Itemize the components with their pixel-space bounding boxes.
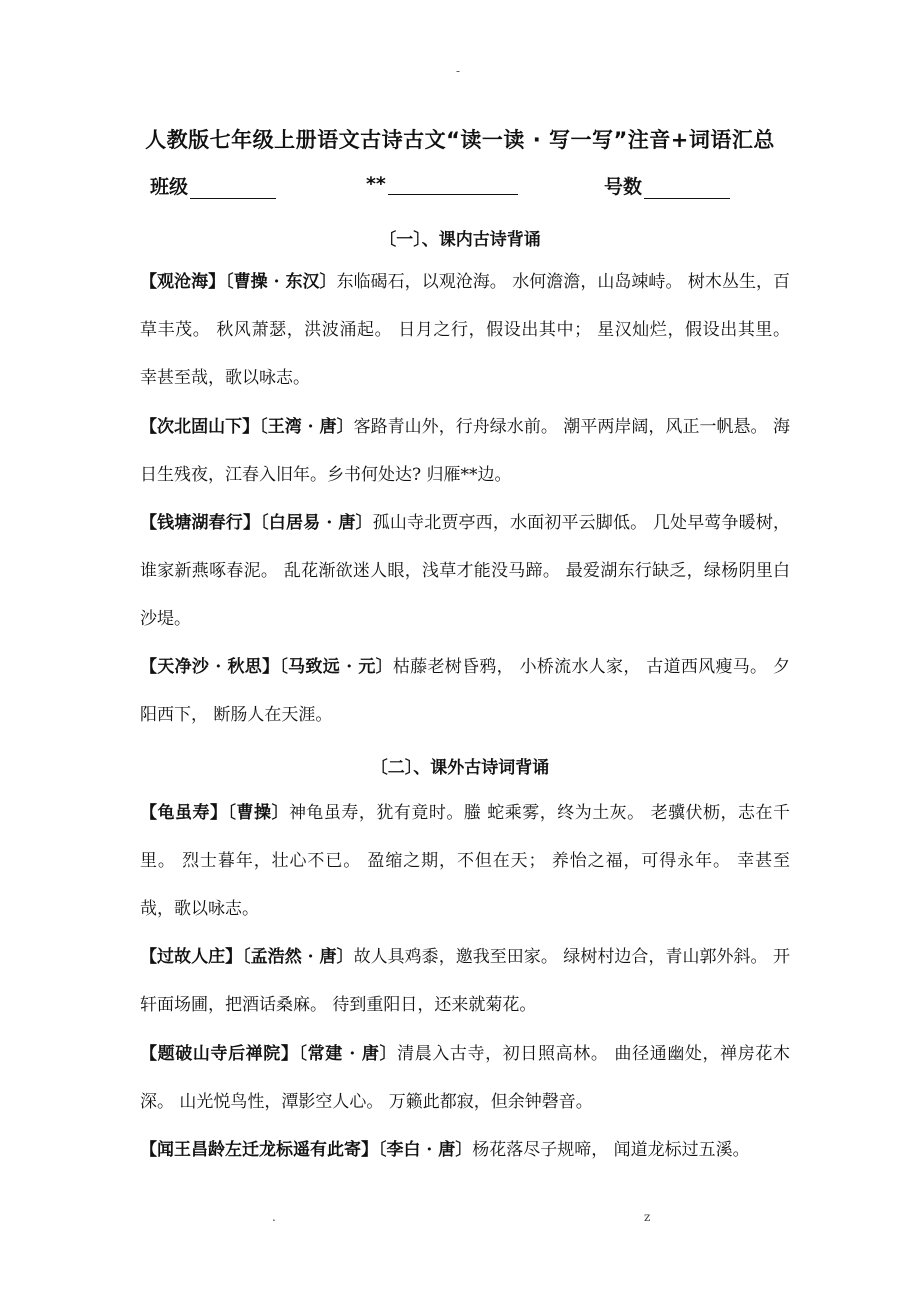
footer-mark-right: z — [644, 1210, 651, 1224]
number-blank — [644, 176, 730, 199]
poem-title: 【龟虽寿】 — [140, 803, 228, 823]
footer-mark-left: . — [272, 1210, 276, 1224]
section-heading-in-class: 〔一〕、课内古诗背诵 — [379, 230, 541, 250]
poem-text: 清晨入古寺，初日照高林。 曲径通幽处，禅房花木深。 山光悦鸟性，潭影空人心。 万籁此都寂，但余钟磬音。 — [140, 1044, 791, 1112]
poem-guan-cang-hai — [140, 258, 790, 402]
poem-author: 〔马致远 · 元〕 — [279, 657, 393, 677]
poem-guo-gu-ren-zhuang — [140, 933, 790, 1029]
poem-title: 【过故人庄】 — [140, 947, 243, 967]
header-mark: - — [456, 64, 461, 78]
poem-author: 〔常建 · 唐〕 — [298, 1044, 398, 1064]
poem-text: 东临碣石，以观沧海。 水何澹澹，山岛竦峙。 树木丛生，百草丰茂。 秋风萧瑟，洪波涌起。 日月之行，假设出其中； 星汉灿烂，假设出其里。 幸甚至哉，歌以咏志。 — [140, 272, 791, 388]
poem-title: 【天净沙 · 秋思】 — [140, 657, 280, 677]
poem-text: 客路青山外，行舟绿水前。 潮平两岸阔，风正一帆悬。 海日生残夜，江春入旧年。乡书何处达? 归雁**边。 — [140, 417, 790, 485]
class-blank — [190, 176, 276, 199]
class-label: 班级 — [150, 176, 189, 198]
poem-text: 故人具鸡黍，邀我至田家。 绿树村边合，青山郭外斜。 开轩面场圃，把酒话桑麻。 待到重阳日，还来就菊花。 — [140, 947, 790, 1015]
poem-author: 〔曹操 · 东汉〕 — [225, 272, 337, 292]
poem-text: 枯藤老树昏鸦， 小桥流水人家， 古道西风瘦马。 夕阳西下， 断肠人在天涯。 — [140, 657, 790, 725]
poem-wen-wang-chang-ling — [140, 1126, 800, 1174]
name-label: ** — [366, 173, 386, 195]
poem-text: 神龟虽寿，犹有竟时。螣 蛇乘雾，终为土灰。 老骥伏枥，志在千里。 烈士暮年，壮心不已。 盈缩之期，不但在天； 养怡之福，可得永年。 幸甚至哉，歌以咏志。 — [140, 803, 791, 919]
poem-title: 【题破山寺后禅院】 — [140, 1044, 299, 1064]
number-field — [604, 172, 730, 199]
document-title: 人教版七年级上册语文古诗古文“读一读 · 写一写”注音+词语汇总 — [145, 128, 775, 152]
poem-title: 【次北固山下】 — [140, 417, 260, 437]
poem-author: 〔孟浩然 · 唐〕 — [242, 947, 354, 967]
poem-ti-po-shan-si — [140, 1030, 790, 1126]
section-heading-extracurricular: 〔二〕、课外古诗词背诵 — [370, 758, 550, 778]
poem-ci-bei-gu-shan-xia — [140, 403, 790, 499]
name-field — [366, 172, 518, 195]
poem-author: 〔王湾 · 唐〕 — [259, 417, 354, 437]
poem-qian-tang-hu-chun-xing — [140, 499, 790, 643]
name-blank — [388, 172, 518, 195]
poem-tian-jing-sha — [140, 643, 790, 739]
poem-text: 杨花落尽子规啼， 闻道龙标过五溪。 — [472, 1140, 750, 1160]
poem-gui-sui-shou — [140, 789, 790, 933]
poem-author: 〔白居易 · 唐〕 — [260, 513, 373, 533]
number-label: 号数 — [604, 176, 643, 198]
poem-title: 【观沧海】 — [140, 272, 226, 292]
student-info-row — [0, 172, 920, 202]
poem-title: 【钱塘湖春行】 — [140, 513, 261, 533]
class-field — [150, 172, 276, 199]
poem-title: 【闻王昌龄左迁龙标遥有此寄】 — [140, 1140, 378, 1160]
poem-author: 〔曹操〕 — [227, 803, 289, 823]
poem-text: 孤山寺北贾亭西，水面初平云脚低。 几处早莺争暖树，谁家新燕啄春泥。 乱花渐欲迷人眼，浅草才能没马蹄。 最爱湖东行缺乏，绿杨阴里白沙堤。 — [140, 513, 791, 629]
poem-author: 〔李白 · 唐〕 — [378, 1140, 473, 1160]
